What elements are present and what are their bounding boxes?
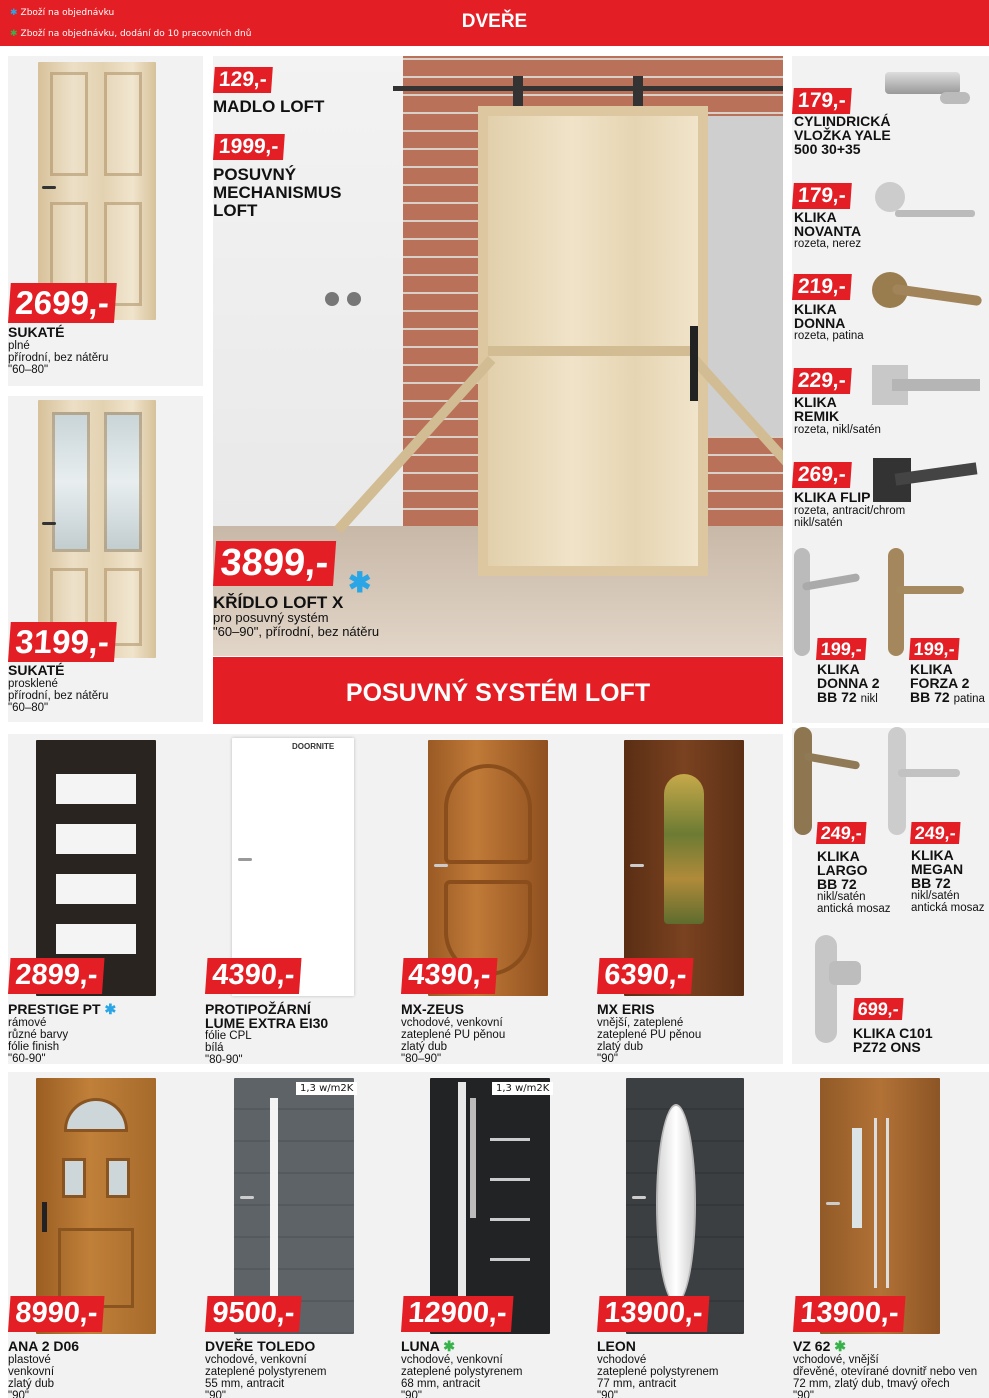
product-desc: rámové xyxy=(8,1017,47,1029)
product-desc: vchodové, venkovní xyxy=(401,1017,503,1029)
price-tag: 179,- xyxy=(792,88,852,114)
price-tag: 12900,- xyxy=(401,1296,514,1332)
product-desc: "90" xyxy=(401,1390,422,1398)
product-name: KLIKA xyxy=(911,847,954,863)
green-star-icon: ✱ xyxy=(10,29,18,39)
product-desc: "90" xyxy=(597,1053,618,1065)
product-name: DONNA xyxy=(794,315,846,331)
product-name-text: PRESTIGE PT xyxy=(8,1001,101,1017)
product-name: SUKATÉ xyxy=(8,324,65,340)
product-desc: zateplené polystyrenem xyxy=(205,1366,327,1378)
door-handle-icon xyxy=(872,272,984,322)
product-desc: zateplené polystyrenem xyxy=(401,1366,523,1378)
product-name xyxy=(817,690,878,706)
product-desc: různé barvy xyxy=(8,1029,69,1041)
product-name: MECHANISMUS xyxy=(213,183,342,202)
brand-logo: DOORNITE xyxy=(292,742,335,751)
product-desc: antická mosaz xyxy=(911,902,985,914)
product-desc: nikl/satén xyxy=(911,890,960,902)
product-name: KLIKA xyxy=(817,661,860,677)
product-desc: přírodní, bez nátěru xyxy=(8,690,109,702)
product-name: LUME EXTRA EI30 xyxy=(205,1015,329,1031)
product-name: MADLO LOFT xyxy=(213,97,325,116)
product-name: DVEŘE TOLEDO xyxy=(205,1338,316,1354)
product-name: MX ERIS xyxy=(597,1001,655,1017)
product-desc: venkovní xyxy=(8,1366,55,1378)
product-desc: 68 mm, antracit xyxy=(401,1378,481,1390)
price-tag: 4390,- xyxy=(205,958,302,994)
lever-handle-icon xyxy=(794,727,864,837)
product-desc: rozeta, patina xyxy=(794,330,864,342)
green-star-icon: ✱ xyxy=(834,1338,846,1354)
product-name: PZ72 ONS xyxy=(853,1039,921,1055)
product-desc: zlatý dub xyxy=(8,1378,55,1390)
product-name: KŘÍDLO LOFT X xyxy=(213,593,344,612)
loft-system-banner: POSUVNÝ SYSTÉM LOFT xyxy=(213,657,783,724)
product-name-part: BB 72 xyxy=(817,689,857,705)
delivery-note-text: Zboží na objednávku, dodání do 10 pracovních dnů xyxy=(20,29,252,39)
product-desc: 55 mm, antracit xyxy=(205,1378,285,1390)
door-handle-icon xyxy=(872,365,982,410)
product-name-text: LUNA xyxy=(401,1338,440,1354)
product-desc: prosklené xyxy=(8,678,58,690)
product-name: BB 72 xyxy=(911,875,951,891)
green-star-icon: ✱ xyxy=(443,1338,455,1354)
product-name: LOFT xyxy=(213,201,258,220)
product-name: KLIKA xyxy=(794,209,837,225)
product-name: MX-ZEUS xyxy=(401,1001,464,1017)
product-desc: zateplené polystyrenem xyxy=(597,1366,719,1378)
product-desc: "60–80" xyxy=(8,364,49,376)
price-tag: 199,- xyxy=(909,638,960,660)
product-desc: nikl/satén xyxy=(794,517,843,529)
product-desc: rozeta, antracit/chrom xyxy=(794,505,906,517)
product-name-part: BB 72 xyxy=(910,689,950,705)
price-tag: 2899,- xyxy=(8,958,105,994)
product-name: VLOŽKA YALE xyxy=(794,127,891,143)
product-name xyxy=(793,1339,846,1353)
product-desc: "80-90" xyxy=(205,1054,243,1066)
u-value-badge: 1,3 w/m2K xyxy=(296,1082,357,1095)
finish-label: patina xyxy=(953,693,985,705)
page-title: DVEŘE xyxy=(461,11,528,32)
header-bar xyxy=(0,0,989,46)
price-tag: 199,- xyxy=(816,638,867,660)
price-tag: 129,- xyxy=(213,67,273,93)
blue-star-icon: ✱ xyxy=(104,1001,117,1017)
pine-door-solid-image xyxy=(38,62,156,320)
product-name: POSUVNÝ xyxy=(213,165,297,184)
product-name: REMIK xyxy=(794,408,840,424)
product-desc: "60-90" xyxy=(8,1053,46,1065)
product-name: CYLINDRICKÁ xyxy=(794,113,891,129)
product-name xyxy=(910,690,985,706)
product-desc: přírodní, bez nátěru xyxy=(8,352,109,364)
price-tag: 1999,- xyxy=(213,134,284,160)
product-desc: antická mosaz xyxy=(817,903,891,915)
product-name xyxy=(8,1002,116,1016)
product-name: KLIKA C101 xyxy=(853,1025,933,1041)
product-desc: fólie CPL xyxy=(205,1030,252,1042)
price-tag: 249,- xyxy=(910,822,961,844)
product-name: KLIKA xyxy=(910,661,953,677)
price-tag: 229,- xyxy=(792,368,852,394)
price-tag: 2699,- xyxy=(8,283,116,323)
product-desc: dřevěné, otevírané dovnitř nebo ven xyxy=(793,1366,978,1378)
price-tag: 13900,- xyxy=(597,1296,710,1332)
product-desc: zlatý dub xyxy=(401,1041,448,1053)
product-desc: vchodové, venkovní xyxy=(401,1354,503,1366)
lever-handle-icon xyxy=(888,727,963,837)
product-name: PROTIPOŽÁRNÍ xyxy=(205,1001,311,1017)
price-tag: 179,- xyxy=(792,183,852,209)
price-tag: 249,- xyxy=(816,822,867,844)
product-desc: rozeta, nikl/satén xyxy=(794,424,881,436)
price-tag: 9500,- xyxy=(205,1296,302,1332)
product-name xyxy=(401,1339,455,1353)
door-handle-icon xyxy=(873,458,978,504)
product-name: KLIKA xyxy=(794,394,837,410)
product-desc: vchodové xyxy=(597,1354,647,1366)
product-name: SUKATÉ xyxy=(8,662,65,678)
product-desc: nikl/satén xyxy=(817,891,866,903)
product-desc: plné xyxy=(8,340,30,352)
cylinder-lock-icon xyxy=(885,62,965,122)
product-desc: "90" xyxy=(793,1390,814,1398)
product-desc: "80–90" xyxy=(401,1053,442,1065)
u-value-badge: 1,3 w/m2K xyxy=(492,1082,553,1095)
product-desc: vchodové, vnější xyxy=(793,1354,879,1366)
order-note-text: Zboží na objednávku xyxy=(20,8,115,18)
product-name: 500 30+35 xyxy=(794,141,861,157)
product-name: NOVANTA xyxy=(794,223,862,239)
door-handle-icon xyxy=(875,182,975,222)
product-name: FORZA 2 xyxy=(910,675,970,691)
product-desc: zlatý dub xyxy=(597,1041,644,1053)
product-desc: fólie finish xyxy=(8,1041,60,1053)
product-name: KLIKA xyxy=(817,848,860,864)
product-desc: zateplené PU pěnou xyxy=(401,1029,506,1041)
price-tag: 269,- xyxy=(792,462,852,488)
product-name: ANA 2 D06 xyxy=(8,1338,80,1354)
product-desc: 72 mm, zlatý dub, tmavý ořech xyxy=(793,1378,950,1390)
price-tag: 3199,- xyxy=(8,622,116,662)
product-name: LARGO xyxy=(817,862,868,878)
product-desc: "90" xyxy=(597,1390,618,1398)
price-tag: 3899,- xyxy=(213,541,336,586)
product-desc: plastové xyxy=(8,1354,51,1366)
price-tag: 13900,- xyxy=(793,1296,906,1332)
product-name: KLIKA FLIP xyxy=(794,489,871,505)
finish-label: nikl xyxy=(860,693,878,705)
price-tag: 699,- xyxy=(853,998,904,1020)
product-desc: bílá xyxy=(205,1042,224,1054)
price-tag: 4390,- xyxy=(401,958,498,994)
product-desc: vchodové, venkovní xyxy=(205,1354,307,1366)
product-desc: vnější, zateplené xyxy=(597,1017,684,1029)
pine-door-glass-image xyxy=(38,400,156,658)
product-desc: 77 mm, antracit xyxy=(597,1378,677,1390)
product-name: LEON xyxy=(597,1338,636,1354)
product-desc: pro posuvný systém xyxy=(213,610,329,625)
product-name: MEGAN xyxy=(911,861,964,877)
product-name: BB 72 xyxy=(817,876,857,892)
product-desc: rozeta, nerez xyxy=(794,238,862,250)
product-desc: "60–90", přírodní, bez nátěru xyxy=(213,624,380,639)
price-tag: 6390,- xyxy=(597,958,694,994)
blue-star-icon: ✱ xyxy=(10,8,18,18)
product-name: KLIKA xyxy=(794,301,837,317)
product-name: DONNA 2 xyxy=(817,675,880,691)
price-tag: 8990,- xyxy=(8,1296,105,1332)
product-desc: "90" xyxy=(205,1390,226,1398)
product-desc: "60–80" xyxy=(8,702,49,714)
product-name-text: VZ 62 xyxy=(793,1338,831,1354)
blue-star-icon: ✱ xyxy=(348,567,372,598)
product-desc: zateplené PU pěnou xyxy=(597,1029,702,1041)
price-tag: 219,- xyxy=(792,274,852,300)
product-desc: "90" xyxy=(8,1390,29,1398)
